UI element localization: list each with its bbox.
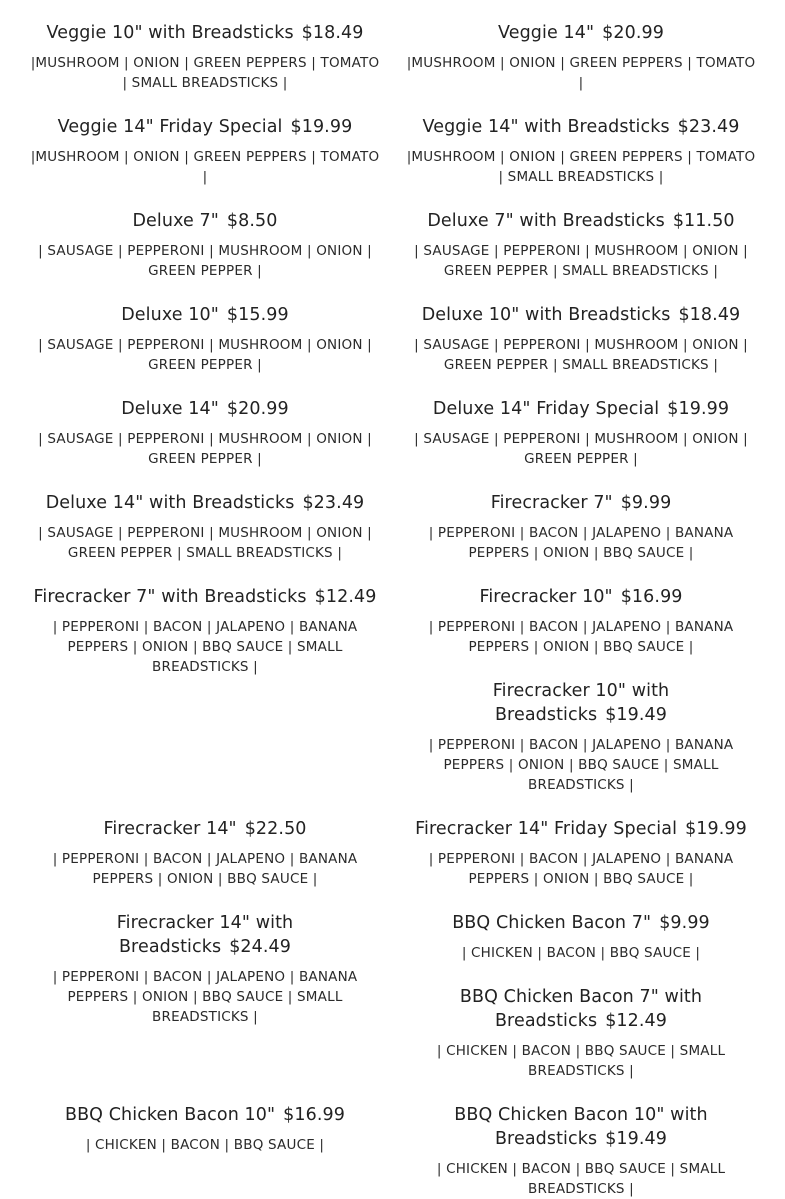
item-description: |MUSHROOM | ONION | GREEN PEPPERS | TOMATO | [30,149,380,185]
menu-item [405,115,757,187]
item-name: Deluxe 14" Friday Special [432,399,660,419]
menu-item [405,397,757,469]
item-description: | PEPPERONI | BACON | JALAPENO | BANANA PEPPERS | ONION | BBQ SAUCE | SMALL BREADSTICKS | [428,737,734,793]
item-price: $8.50 [226,211,278,231]
item-title [405,985,757,1033]
menu-item [30,397,380,469]
item-price: $19.49 [605,705,668,725]
item-name: Firecracker 10" with Breadsticks [492,681,670,725]
menu-item [30,817,380,889]
item-name: Veggie 14" [498,23,595,43]
item-name: BBQ Chicken Bacon 7" [452,913,652,933]
item-name: Veggie 14" Friday Special [57,117,283,137]
menu-item [405,209,757,281]
item-price: $23.49 [677,117,740,137]
item-name: Firecracker 14" with Breadsticks [116,913,294,957]
item-description: | CHICKEN | BACON | BBQ SAUCE | SMALL BREADSTICKS | [436,1161,726,1197]
item-name: Firecracker 14" [103,819,237,839]
menu-item [30,21,380,93]
menu-item [30,585,380,677]
menu-item [30,911,380,1027]
menu-item [405,1103,757,1199]
item-description: | SAUSAGE | PEPPERONI | MUSHROOM | ONION | GREEN PEPPER | [414,431,748,467]
item-title [405,585,757,609]
item-title [30,585,380,609]
item-title [405,209,757,233]
item-title [405,303,757,327]
item-description: | SAUSAGE | PEPPERONI | MUSHROOM | ONION | GREEN PEPPER | SMALL BREADSTICKS | [414,243,748,279]
item-description: | PEPPERONI | BACON | JALAPENO | BANANA PEPPERS | ONION | BBQ SAUCE | [52,851,358,887]
menu-item [405,911,757,963]
item-description: |MUSHROOM | ONION | GREEN PEPPERS | TOMATO | [406,55,756,91]
item-name: Deluxe 7" with Breadsticks [427,211,665,231]
item-name: Deluxe 10" with Breadsticks [421,305,671,325]
menu-item [405,21,757,93]
item-title [30,303,380,327]
item-title [30,1103,380,1127]
item-name: Deluxe 10" [121,305,219,325]
item-description: | SAUSAGE | PEPPERONI | MUSHROOM | ONION | GREEN PEPPER | [38,243,372,279]
item-description: | PEPPERONI | BACON | JALAPENO | BANANA PEPPERS | ONION | BBQ SAUCE | [428,619,734,655]
item-price: $20.99 [602,23,664,43]
item-title [30,817,380,841]
item-description: |MUSHROOM | ONION | GREEN PEPPERS | TOMATO | SMALL BREADSTICKS | [406,149,756,185]
item-name: BBQ Chicken Bacon 7" with Breadsticks [459,987,703,1031]
item-title [405,491,757,515]
item-name: Deluxe 14" with Breadsticks [45,493,295,513]
menu-item [405,491,757,563]
item-price: $9.99 [659,913,710,933]
item-description: | SAUSAGE | PEPPERONI | MUSHROOM | ONION | GREEN PEPPER | [38,431,372,467]
item-description: |MUSHROOM | ONION | GREEN PEPPERS | TOMATO | SMALL BREADSTICKS | [30,55,380,91]
item-price: $19.49 [605,1129,668,1149]
item-price: $11.50 [672,211,735,231]
menu-item [405,679,757,795]
item-price: $23.49 [302,493,365,513]
menu-item [405,817,757,889]
item-price: $20.99 [226,399,289,419]
item-price: $19.99 [290,117,353,137]
item-price: $19.99 [685,819,747,839]
item-description: | CHICKEN | BACON | BBQ SAUCE | [461,945,701,961]
item-name: Veggie 14" with Breadsticks [422,117,670,137]
item-title [30,397,380,421]
item-title [30,115,380,139]
item-description: | PEPPERONI | BACON | JALAPENO | BANANA PEPPERS | ONION | BBQ SAUCE | [428,525,734,561]
menu-item [30,209,380,281]
item-description: | SAUSAGE | PEPPERONI | MUSHROOM | ONION | GREEN PEPPER | SMALL BREADSTICKS | [38,525,372,561]
item-title [405,817,757,841]
item-name: Veggie 10" with Breadsticks [46,23,294,43]
item-name: Deluxe 7" [132,211,219,231]
item-price: $18.49 [678,305,741,325]
item-title [405,115,757,139]
item-description: | PEPPERONI | BACON | JALAPENO | BANANA PEPPERS | ONION | BBQ SAUCE | SMALL BREADSTICKS | [52,619,358,675]
item-description: | PEPPERONI | BACON | JALAPENO | BANANA PEPPERS | ONION | BBQ SAUCE | SMALL BREADSTICKS | [52,969,358,1025]
item-description: | PEPPERONI | BACON | JALAPENO | BANANA PEPPERS | ONION | BBQ SAUCE | [428,851,734,887]
item-name: BBQ Chicken Bacon 10" with Breadsticks [454,1105,708,1149]
item-price: $15.99 [226,305,289,325]
item-name: Firecracker 7" [490,493,613,513]
menu-item [30,303,380,375]
item-title [30,209,380,233]
item-price: $16.99 [283,1105,346,1125]
item-price: $22.50 [244,819,307,839]
item-title [30,491,380,515]
item-description: | CHICKEN | BACON | BBQ SAUCE | [85,1137,325,1153]
item-description: | SAUSAGE | PEPPERONI | MUSHROOM | ONION | GREEN PEPPER | [38,337,372,373]
item-title [405,911,757,935]
item-price: $9.99 [620,493,672,513]
item-title [405,397,757,421]
item-name: Firecracker 14" Friday Special [415,819,678,839]
item-price: $12.49 [605,1011,668,1031]
item-price: $18.49 [301,23,364,43]
menu-item [30,115,380,187]
item-description: | SAUSAGE | PEPPERONI | MUSHROOM | ONION | GREEN PEPPER | SMALL BREADSTICKS | [414,337,748,373]
item-price: $12.49 [314,587,377,607]
item-name: Deluxe 14" [121,399,219,419]
item-name: BBQ Chicken Bacon 10" [64,1105,276,1125]
item-price: $24.49 [229,937,292,957]
menu-item [30,491,380,563]
menu-item [405,985,757,1081]
item-name: Firecracker 10" [479,587,613,607]
item-title [405,1103,757,1151]
item-title [30,911,380,959]
menu-item [405,585,757,657]
menu-item [30,1103,380,1155]
item-name: Firecracker 7" with Breadsticks [33,587,307,607]
item-price: $16.99 [620,587,683,607]
item-description: | CHICKEN | BACON | BBQ SAUCE | SMALL BREADSTICKS | [436,1043,726,1079]
menu-item [405,303,757,375]
item-title [30,21,380,45]
item-title [405,21,757,45]
item-price: $19.99 [667,399,730,419]
item-title [405,679,757,727]
